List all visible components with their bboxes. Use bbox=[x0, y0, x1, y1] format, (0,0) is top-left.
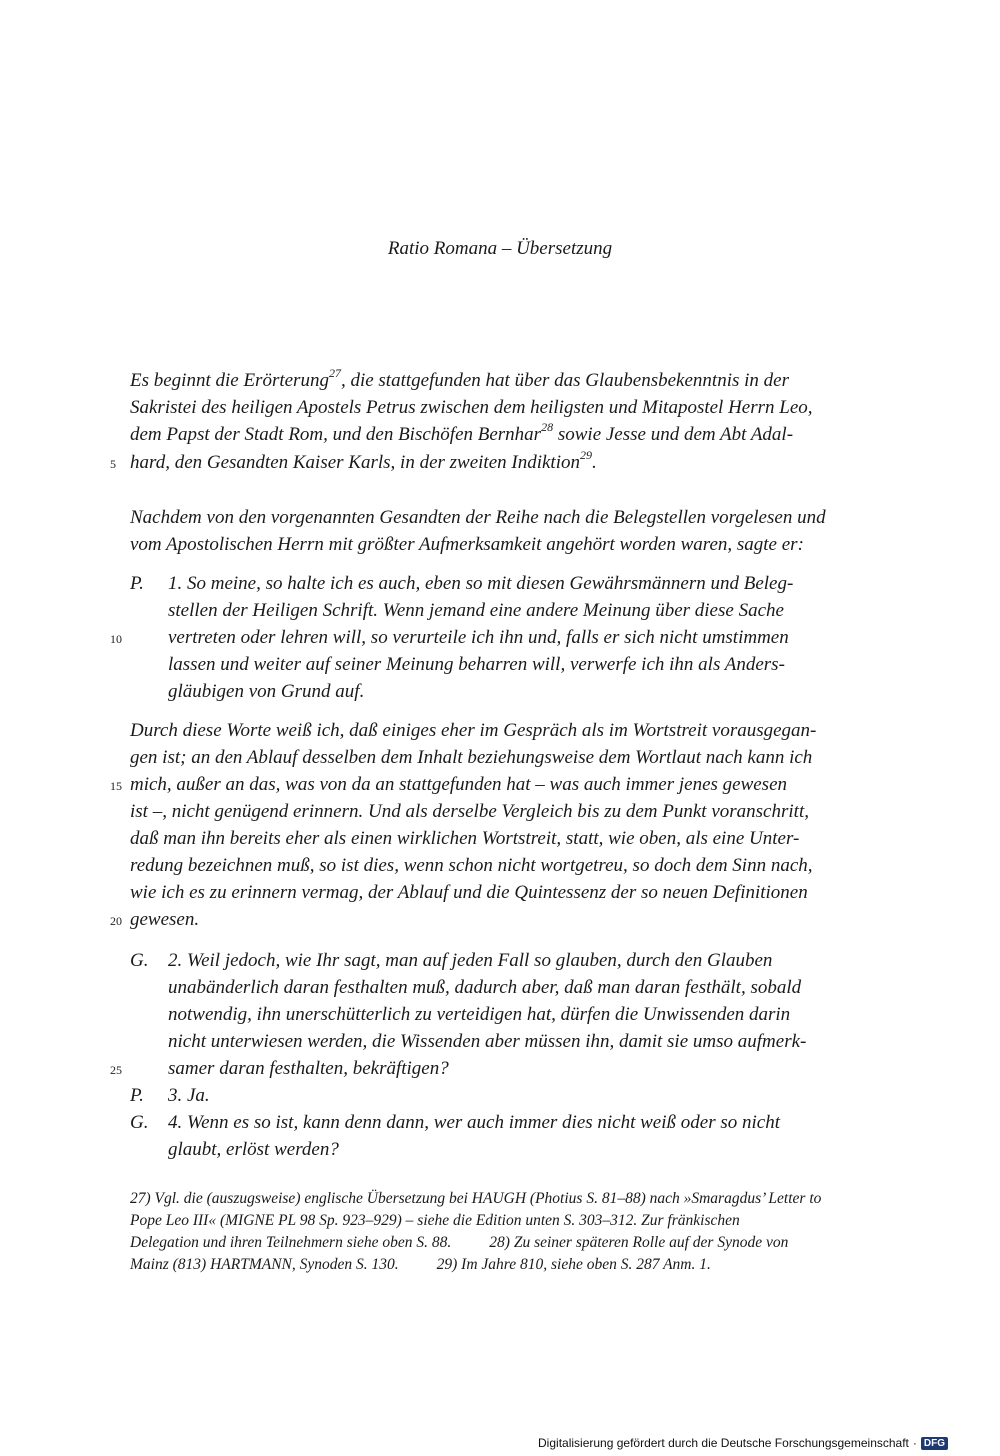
footnote-ref[interactable]: 27 bbox=[328, 366, 341, 380]
footnote-line: 27) Vgl. die (auszugsweise) englische Übersetzung bei HAUGH (Photius S. 81–88) nach »Smaragdus’ Letter to bbox=[130, 1190, 822, 1207]
footnote-ref[interactable]: 28 bbox=[541, 420, 554, 434]
digitization-credit bbox=[538, 1436, 948, 1450]
footnote-line: Mainz (813) HARTMANN, Synoden S. 130. 29) Im Jahre 810, siehe oben S. 287 Anm. 1. bbox=[130, 1256, 711, 1273]
text-line: redung bezeichnen muß, so ist dies, wenn schon nicht wortgetreu, so doch dem Sinn nach, bbox=[130, 855, 813, 876]
text-line: 2. Weil jedoch, wie Ihr sagt, man auf jeden Fall so glauben, durch den Glauben bbox=[168, 950, 773, 971]
text-line: vom Apostolischen Herrn mit größter Aufmerksamkeit angehört worden waren, sagte er: bbox=[130, 534, 804, 555]
speaker-label: P. bbox=[130, 1085, 144, 1106]
text-line: dem Papst der Stadt Rom, und den Bischöfen Bernhar$^{28}$ sowie Jesse und dem Abt Adal- bbox=[130, 420, 794, 445]
page-title: Ratio Romana – Übersetzung bbox=[387, 238, 613, 259]
text-line: hard, den Gesandten Kaiser Karls, in der zweiten Indiktion$^{29}$. bbox=[130, 448, 597, 473]
text-line: glaubt, erlöst werden? bbox=[168, 1139, 339, 1160]
footnote-ref[interactable]: 29 bbox=[580, 448, 592, 462]
text-line: daß man ihn bereits eher als einen wirklichen Wortstreit, statt, wie oben, als eine Unter- bbox=[130, 828, 800, 849]
footnote-line: Pope Leo III« (MIGNE PL 98 Sp. 923–929) – siehe die Edition unten S. 303–312. Zur fränkischen bbox=[130, 1212, 740, 1229]
text-line: Es beginnt die Erörterung$^{27}$, die stattgefunden hat über das Glaubensbekenntnis in der bbox=[130, 366, 789, 391]
text-line: vertreten oder lehren will, so verurteile ich ihn und, falls er sich nicht umstimmen bbox=[168, 627, 789, 648]
line-number: 20 bbox=[110, 914, 122, 928]
text-line: gläubigen von Grund auf. bbox=[168, 681, 365, 702]
speaker-label: G. bbox=[130, 1112, 149, 1133]
text-line: Nachdem von den vorgenannten Gesandten der Reihe nach die Belegstellen vorgelesen und bbox=[130, 507, 826, 528]
text-line: unabänderlich daran festhalten muß, dadurch aber, daß man daran festhält, sobald bbox=[168, 977, 802, 998]
line-number: 25 bbox=[110, 1063, 122, 1077]
footnote-line: Delegation und ihren Teilnehmern siehe oben S. 88. 28) Zu seiner späteren Rolle auf der Synode von bbox=[130, 1234, 789, 1251]
text-line: mich, außer an das, was von da an stattgefunden hat – was auch immer jenes gewesen bbox=[130, 774, 788, 795]
text-line: 3. Ja. bbox=[168, 1085, 210, 1106]
text-line: 1. So meine, so halte ich es auch, eben so mit diesen Gewährsmännern und Beleg- bbox=[168, 573, 794, 594]
text-line: notwendig, ihn unerschütterlich zu verteidigen hat, dürfen die Unwissenden darin bbox=[168, 1004, 791, 1025]
text-line: ist –, nicht genügend erinnern. Und als derselbe Vergleich bis zu dem Punkt voranschritt, bbox=[130, 801, 809, 822]
text-line: gewesen. bbox=[130, 909, 200, 930]
line-number: 10 bbox=[110, 632, 122, 646]
text-line: wie ich es zu erinnern vermag, der Ablauf und die Quintessenz der so neuen Definitionen bbox=[130, 882, 808, 903]
text-line: 4. Wenn es so ist, kann denn dann, wer auch immer dies nicht weiß oder so nicht bbox=[168, 1112, 780, 1133]
speaker-label: P. bbox=[130, 573, 144, 594]
text-line: Durch diese Worte weiß ich, daß einiges eher im Gespräch als im Wortstreit vorausgegan- bbox=[130, 720, 817, 741]
line-number: 5 bbox=[110, 457, 116, 471]
separator: · bbox=[912, 1436, 917, 1450]
text-line: Sakristei des heiligen Apostels Petrus zwischen dem heiligsten und Mitapostel Herrn Leo, bbox=[130, 397, 813, 418]
speaker-label: G. bbox=[130, 950, 149, 971]
line-number: 15 bbox=[110, 779, 122, 793]
credit-text: Digitalisierung gefördert durch die Deutsche Forschungsgemeinschaft bbox=[538, 1436, 909, 1450]
dfg-logo: DFG bbox=[921, 1437, 948, 1450]
text-line: stellen der Heiligen Schrift. Wenn jemand eine andere Meinung über diese Sache bbox=[168, 600, 784, 621]
text-line: lassen und weiter auf seiner Meinung beharren will, verwerfe ich ihn als Anders- bbox=[168, 654, 785, 675]
text-line: nicht unterwiesen werden, die Wissenden aber müssen ihn, damit sie umso aufmerk- bbox=[168, 1031, 807, 1052]
text-line: gen ist; an den Ablauf desselben dem Inhalt beziehungsweise dem Wortlaut nach kann ich bbox=[130, 747, 813, 768]
text-line: samer daran festhalten, bekräftigen? bbox=[168, 1058, 449, 1079]
